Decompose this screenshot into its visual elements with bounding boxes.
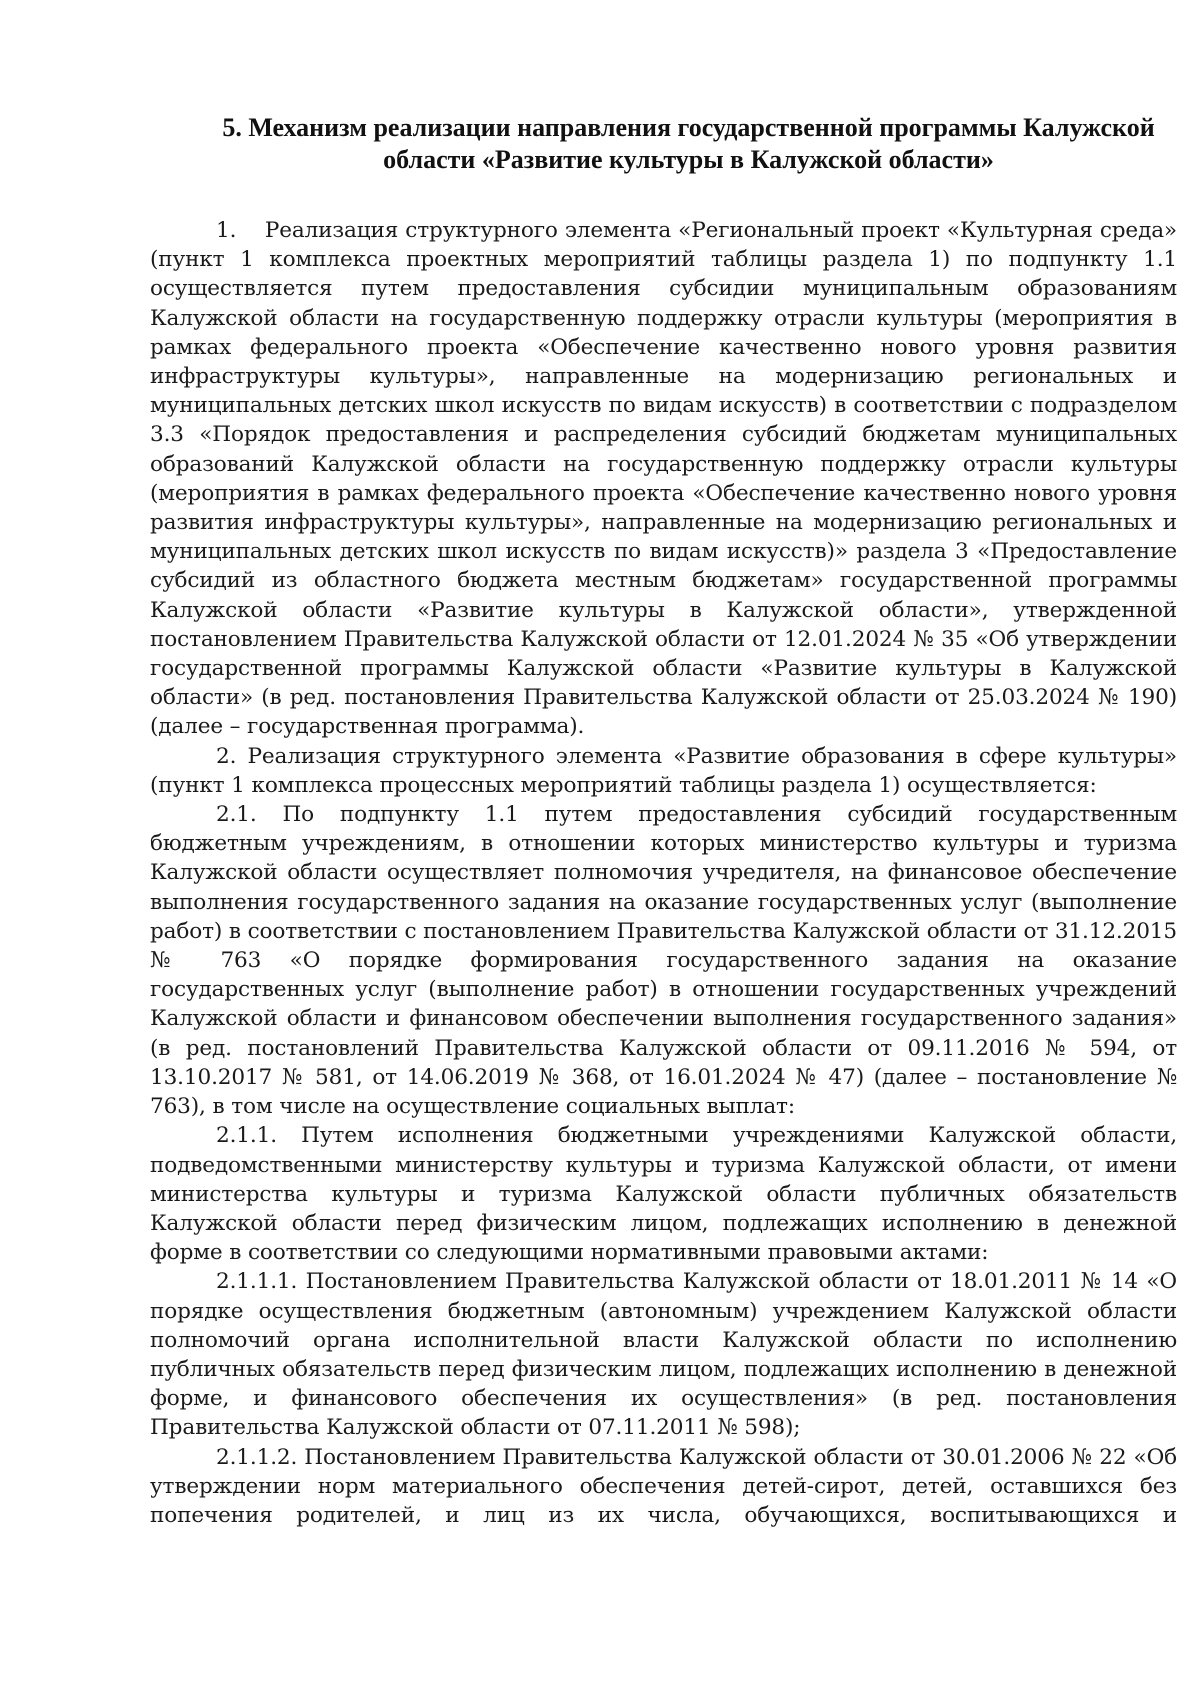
paragraph-1: 1. Реализация структурного элемента «Региональный проект «Культурная среда» (пункт 1 комплекса проектных мероприятий таблицы раздела 1) по подпункту 1.1 осуществляется путем предоставления субсидии муниципальным образованиям Калужской области на государственную поддержку отрасли культуры (мероприятия в рамках федерального проекта «Обеспечение качественно нового уровня развития инфраструктуры культуры», направленные на модернизацию региональных и муниципальных детских школ искусств по видам искусств) в соответствии с подразделом 3.3 «Порядок предоставления и распределения субсидий бюджетам муниципальных образований Калужской области на государственную поддержку отрасли культуры (мероприятия в рамках федерального проекта «Обеспечение качественно нового уровня развития инфраструктуры культуры», направленные на модернизацию региональных и муниципальных детских школ искусств по видам искусств)» раздела 3 «Предоставление субсидий из областного бюджета местным бюджетам» государственной программы Калужской области «Развитие культуры в Калужской области», утвержденной постановлением Правительства Калужской области от 12.01.2024 № 35 «Об утверждении государственной программы Калужской области «Развитие культуры в Калужской области» (в ред. постановления Правительства Калужской области от 25.03.2024 № 190) (далее – государственная программа). [150,218,1177,740]
paragraph-2: 2. Реализация структурного элемента «Развитие образования в сфере культуры» (пункт 1 комплекса процессных мероприятий таблицы раздела 1) осуществляется: [150,743,1177,798]
paragraph-2-1-1-1: 2.1.1.1. Постановлением Правительства Калужской области от 18.01.2011 № 14 «О порядке осуществления бюджетным (автономным) учреждением Калужской области полномочий органа исполнительной власти Калужской области по исполнению публичных обязательств перед физическим лицом, подлежащих исполнению в денежной форме, и финансового обеспечения их осуществления» (в ред. постановления Правительства Калужской области от 07.11.2011 № 598); [150,1269,1177,1441]
paragraph-2-1-1: 2.1.1. Путем исполнения бюджетными учреждениями Калужской области, подведомственными министерству культуры и туризма Калужской области, от имени министерства культуры и туризма Калужской области публичных обязательств Калужской области перед физическим лицом, подлежащих исполнению в денежной форме в соответствии со следующими нормативными правовыми актами: [150,1123,1177,1266]
paragraph-2-1: 2.1. По подпункту 1.1 путем предоставления субсидий государственным бюджетным учреждениям, в отношении которых министерство культуры и туризма Калужской области осуществляет полномочия учредителя, на финансовое обеспечение выполнения государственного задания на оказание государственных услуг (выполнение работ) в соответствии с постановлением Правительства Калужской области от 31.12.2015 № 763 «О порядке формирования государственного задания на оказание государственных услуг (выполнение работ) в отношении государственных учреждений Калужской области и финансовом обеспечении выполнения государственного задания» (в ред. постановлений Правительства Калужской области от 09.11.2016 № 594, от 13.10.2017 № 581, от 14.06.2019 № 368, от 16.01.2024 № 47) (далее – постановление № 763), в том числе на осуществление социальных выплат: [150,802,1177,1120]
document-page [150,112,1177,1530]
section-title [150,112,1177,176]
section-title-line-2: области «Развитие культуры в Калужской области» [383,145,994,174]
section-title-line-1: 5. Механизм реализации направления государственной программы Калужской [222,113,1155,142]
paragraph-2-1-1-2: 2.1.1.2. Постановлением Правительства Калужской области от 30.01.2006 № 22 «Об утверждении норм материального обеспечения детей-сирот, детей, оставшихся без попечения родителей, и лиц из их числа, обучающихся, воспитывающихся и [150,1444,1177,1528]
